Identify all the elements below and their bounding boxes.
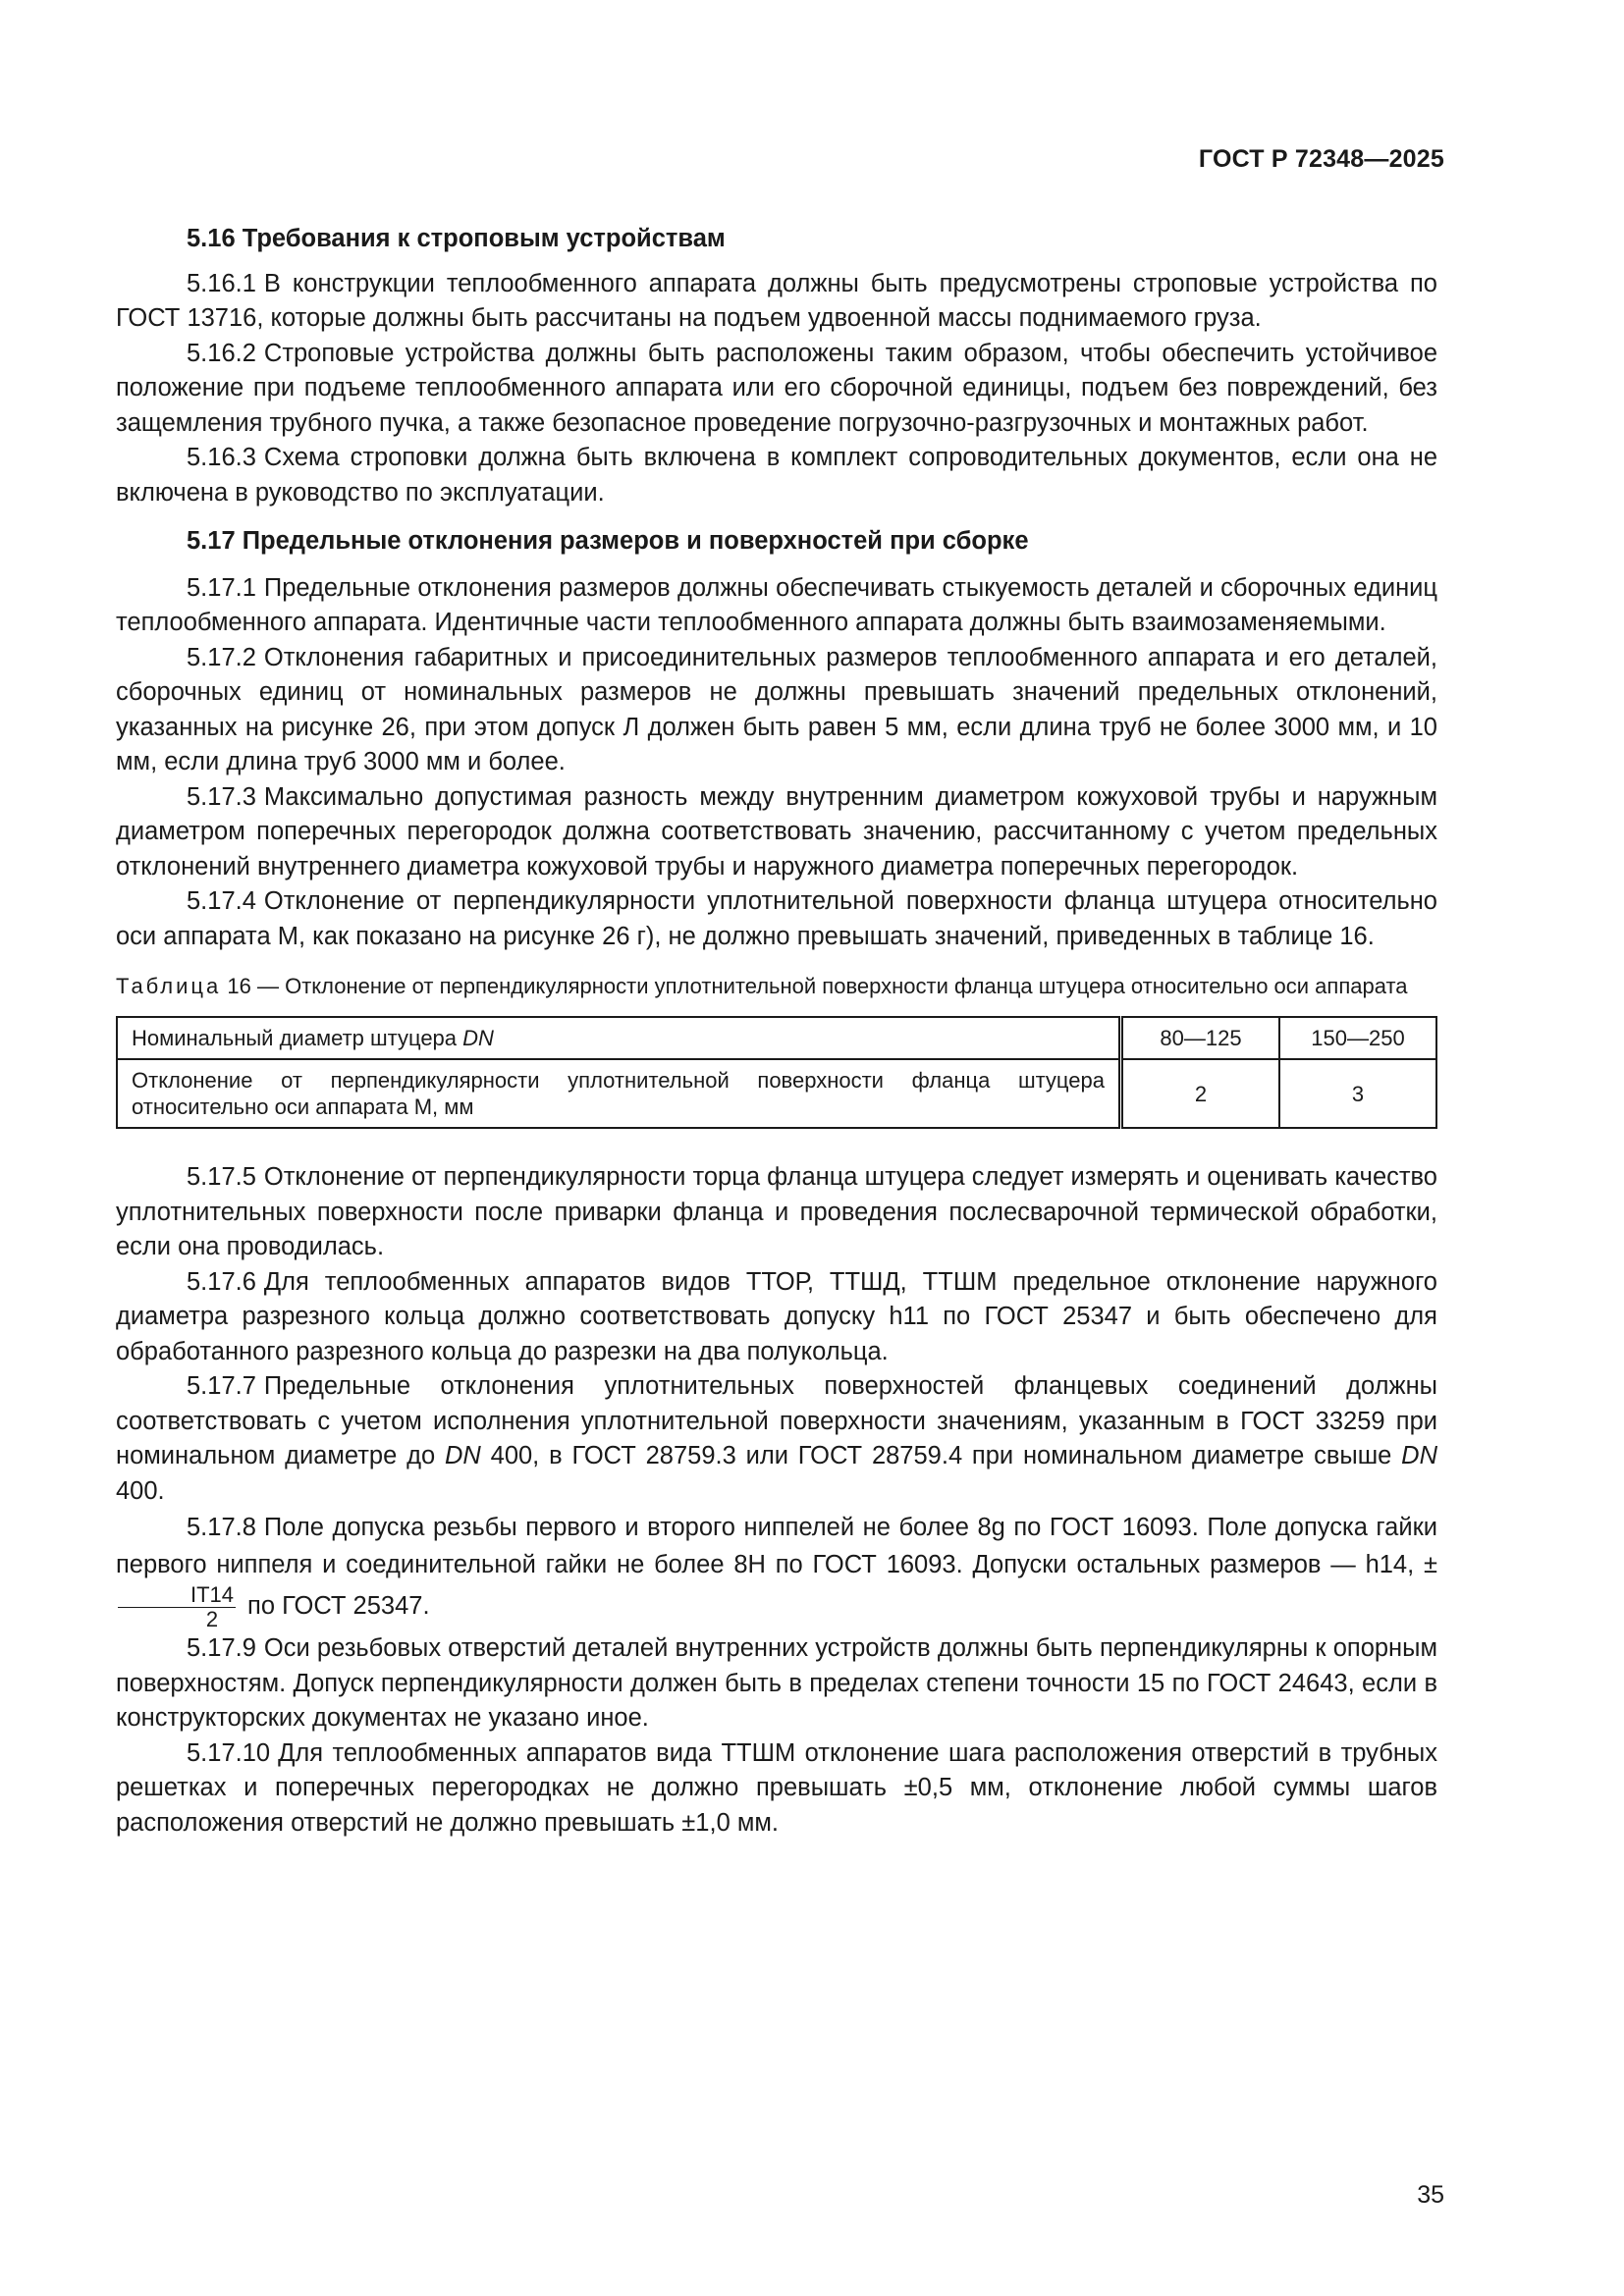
paragraph-number: 5.16.2 — [187, 339, 256, 367]
table-cell-value: 3 — [1279, 1059, 1436, 1128]
paragraph-text: Отклонение от перпендикулярности уплотнительной поверхности фланца штуцера относительно оси аппарата М, как показано на рисунке 26 г), не должно превышать значений, приведенных в таблице 16. — [116, 887, 1437, 950]
table-row — [117, 1017, 1436, 1059]
section-heading-5-17: 5.17 Предельные отклонения размеров и поверхностей при сборке — [187, 527, 1029, 555]
paragraph-5-17-8 — [116, 1509, 1437, 1631]
page-body — [116, 222, 1437, 1841]
table-row — [117, 1059, 1436, 1128]
paragraph-5-16-3 — [116, 441, 1437, 510]
paragraph-5-16-1 — [116, 267, 1437, 337]
paragraph-number: 5.17.4 — [187, 887, 256, 915]
fraction-denominator: 2 — [205, 1607, 219, 1631]
paragraph-5-17-3 — [116, 780, 1437, 885]
table-16-caption — [116, 972, 1437, 1001]
table-cell-value: 150—250 — [1279, 1017, 1436, 1059]
paragraph-text: Оси резьбовых отверстий деталей внутренних устройств должны быть перпендикулярны к опорным поверхностям. Допуск перпендикулярности должен быть в пределах степени точности 15 по ГОСТ 24643, если в конструкторских документах не указано иное. — [116, 1634, 1437, 1732]
dn-symbol: DN — [444, 1442, 481, 1469]
paragraph-number: 5.17.3 — [187, 782, 256, 811]
table-cell-label: Отклонение от перпендикулярности уплотнительной поверхности фланца штуцера относительно оси аппарата М, мм — [117, 1059, 1121, 1128]
paragraph-text: Максимально допустимая разность между внутренним диаметром кожуховой трубы и наружным диаметром поперечных перегородок должна соответствовать значению, рассчитанному с учетом предельных отклонений внутреннего диаметра кожуховой трубы и наружного диаметра поперечных перегородок. — [116, 782, 1437, 881]
fraction-numerator: IT14 — [118, 1583, 236, 1608]
table-cell-label — [117, 1017, 1121, 1059]
paragraph-5-17-7 — [116, 1369, 1437, 1509]
paragraph-5-17-10 — [116, 1736, 1437, 1842]
paragraph-number: 5.17.8 — [187, 1514, 256, 1541]
paragraph-text: Предельные отклонения уплотнительных поверхностей фланцевых соединений должны соответствовать с учетом исполнения уплотнительной поверхности значениям, указанным в ГОСТ 33259 при номинальном диаметре до — [116, 1372, 1437, 1469]
paragraph-5-17-2 — [116, 641, 1437, 780]
paragraph-text: Для теплообменных аппаратов вида ТТШМ отклонение шага расположения отверстий в трубных решетках и поперечных перегородках не должно превышать ±0,5 мм, отклонение любой суммы шагов расположения отверстий не должно превышать ±1,0 мм. — [116, 1738, 1437, 1837]
paragraph-5-17-9 — [116, 1631, 1437, 1736]
paragraph-5-17-5 — [116, 1160, 1437, 1265]
paragraph-text: Схема строповки должна быть включена в комплект сопроводительных документов, если она не включена в руководство по эксплуатации. — [116, 444, 1437, 507]
paragraph-text: Поле допуска резьбы первого и второго ниппелей не более 8g по ГОСТ 16093. Поле допуска гайки первого ниппеля и соединительной гайки не более 8H по ГОСТ 16093. Допуски остальных размеров — h14, ± — [116, 1514, 1437, 1578]
paragraph-text: по ГОСТ 25347. — [247, 1592, 430, 1621]
paragraph-number: 5.17.6 — [187, 1267, 256, 1296]
dn-symbol: DN — [1401, 1442, 1437, 1469]
cell-text: Номинальный диаметр штуцера — [132, 1026, 458, 1050]
fraction-it14-over-2 — [118, 1583, 236, 1631]
paragraph-number: 5.17.10 — [187, 1738, 271, 1767]
paragraph-5-17-6 — [116, 1265, 1437, 1370]
table-16 — [116, 1016, 1437, 1129]
paragraph-text: Предельные отклонения размеров должны обеспечивать стыкуемость деталей и сборочных единиц теплообменного аппарата. Идентичные части теплообменного аппарата должны быть взаимозаменяемыми. — [116, 573, 1437, 636]
document-id: ГОСТ Р 72348—2025 — [1198, 145, 1444, 173]
paragraph-5-17-4 — [116, 884, 1437, 954]
cell-italic-text: DN — [462, 1026, 494, 1050]
paragraph-text: 400. — [116, 1476, 165, 1505]
paragraph-text: Отклонения габаритных и присоединительных размеров теплообменного аппарата и его деталей, сборочных единиц от номинальных размеров не должны превышать значений предельных отклонений, указанных на рисунке 26, при этом допуск Л должен быть равен 5 мм, если длина труб не более 3000 мм, и 10 мм, если длина труб 3000 мм и более. — [116, 643, 1437, 775]
paragraph-number: 5.17.5 — [187, 1163, 256, 1191]
paragraph-number: 5.17.7 — [187, 1372, 256, 1400]
paragraph-number: 5.16.3 — [187, 444, 256, 471]
paragraph-text: Для теплообменных аппаратов видов ТТОР, ТТШД, ТТШМ предельное отклонение наружного диаметра разрезного кольца должно соответствовать допуску h11 по ГОСТ 25347 и быть обеспечено для обработанного разрезного кольца до разрезки на два полукольца. — [116, 1267, 1437, 1365]
table-caption-label: Таблица — [116, 974, 222, 998]
table-cell-value: 80—125 — [1121, 1017, 1280, 1059]
table-caption-text: 16 — Отклонение от перпендикулярности уплотнительной поверхности фланца штуцера относительно оси аппарата — [227, 974, 1408, 998]
table-cell-value: 2 — [1121, 1059, 1280, 1128]
section-heading-5-16: 5.16 Требования к строповым устройствам — [187, 225, 726, 252]
paragraph-5-17-1 — [116, 571, 1437, 641]
paragraph-text: Строповые устройства должны быть расположены таким образом, чтобы обеспечить устойчивое положение при подъеме теплообменного аппарата или его сборочной единицы, подъем без повреждений, без защемления трубного пучка, а также безопасное проведение погрузочно-разгрузочных и монтажных работ. — [116, 339, 1437, 437]
paragraph-text: Отклонение от перпендикулярности торца фланца штуцера следует измерять и оценивать качество уплотнительных поверхности после приварки фланца и проведения послесварочной термической обработки, если она проводилась. — [116, 1163, 1437, 1260]
paragraph-number: 5.17.1 — [187, 573, 256, 602]
paragraph-text: В конструкции теплообменного аппарата должны быть предусмотрены строповые устройства по ГОСТ 13716, которые должны быть рассчитаны на подъем удвоенной массы поднимаемого груза. — [116, 269, 1437, 332]
page-number: 35 — [1417, 2181, 1444, 2209]
paragraph-number: 5.16.1 — [187, 269, 256, 297]
paragraph-number: 5.17.2 — [187, 643, 256, 671]
paragraph-5-16-2 — [116, 337, 1437, 442]
paragraph-number: 5.17.9 — [187, 1634, 256, 1662]
paragraph-text: 400, в ГОСТ 28759.3 или ГОСТ 28759.4 при номинальном диаметре свыше — [480, 1442, 1402, 1469]
